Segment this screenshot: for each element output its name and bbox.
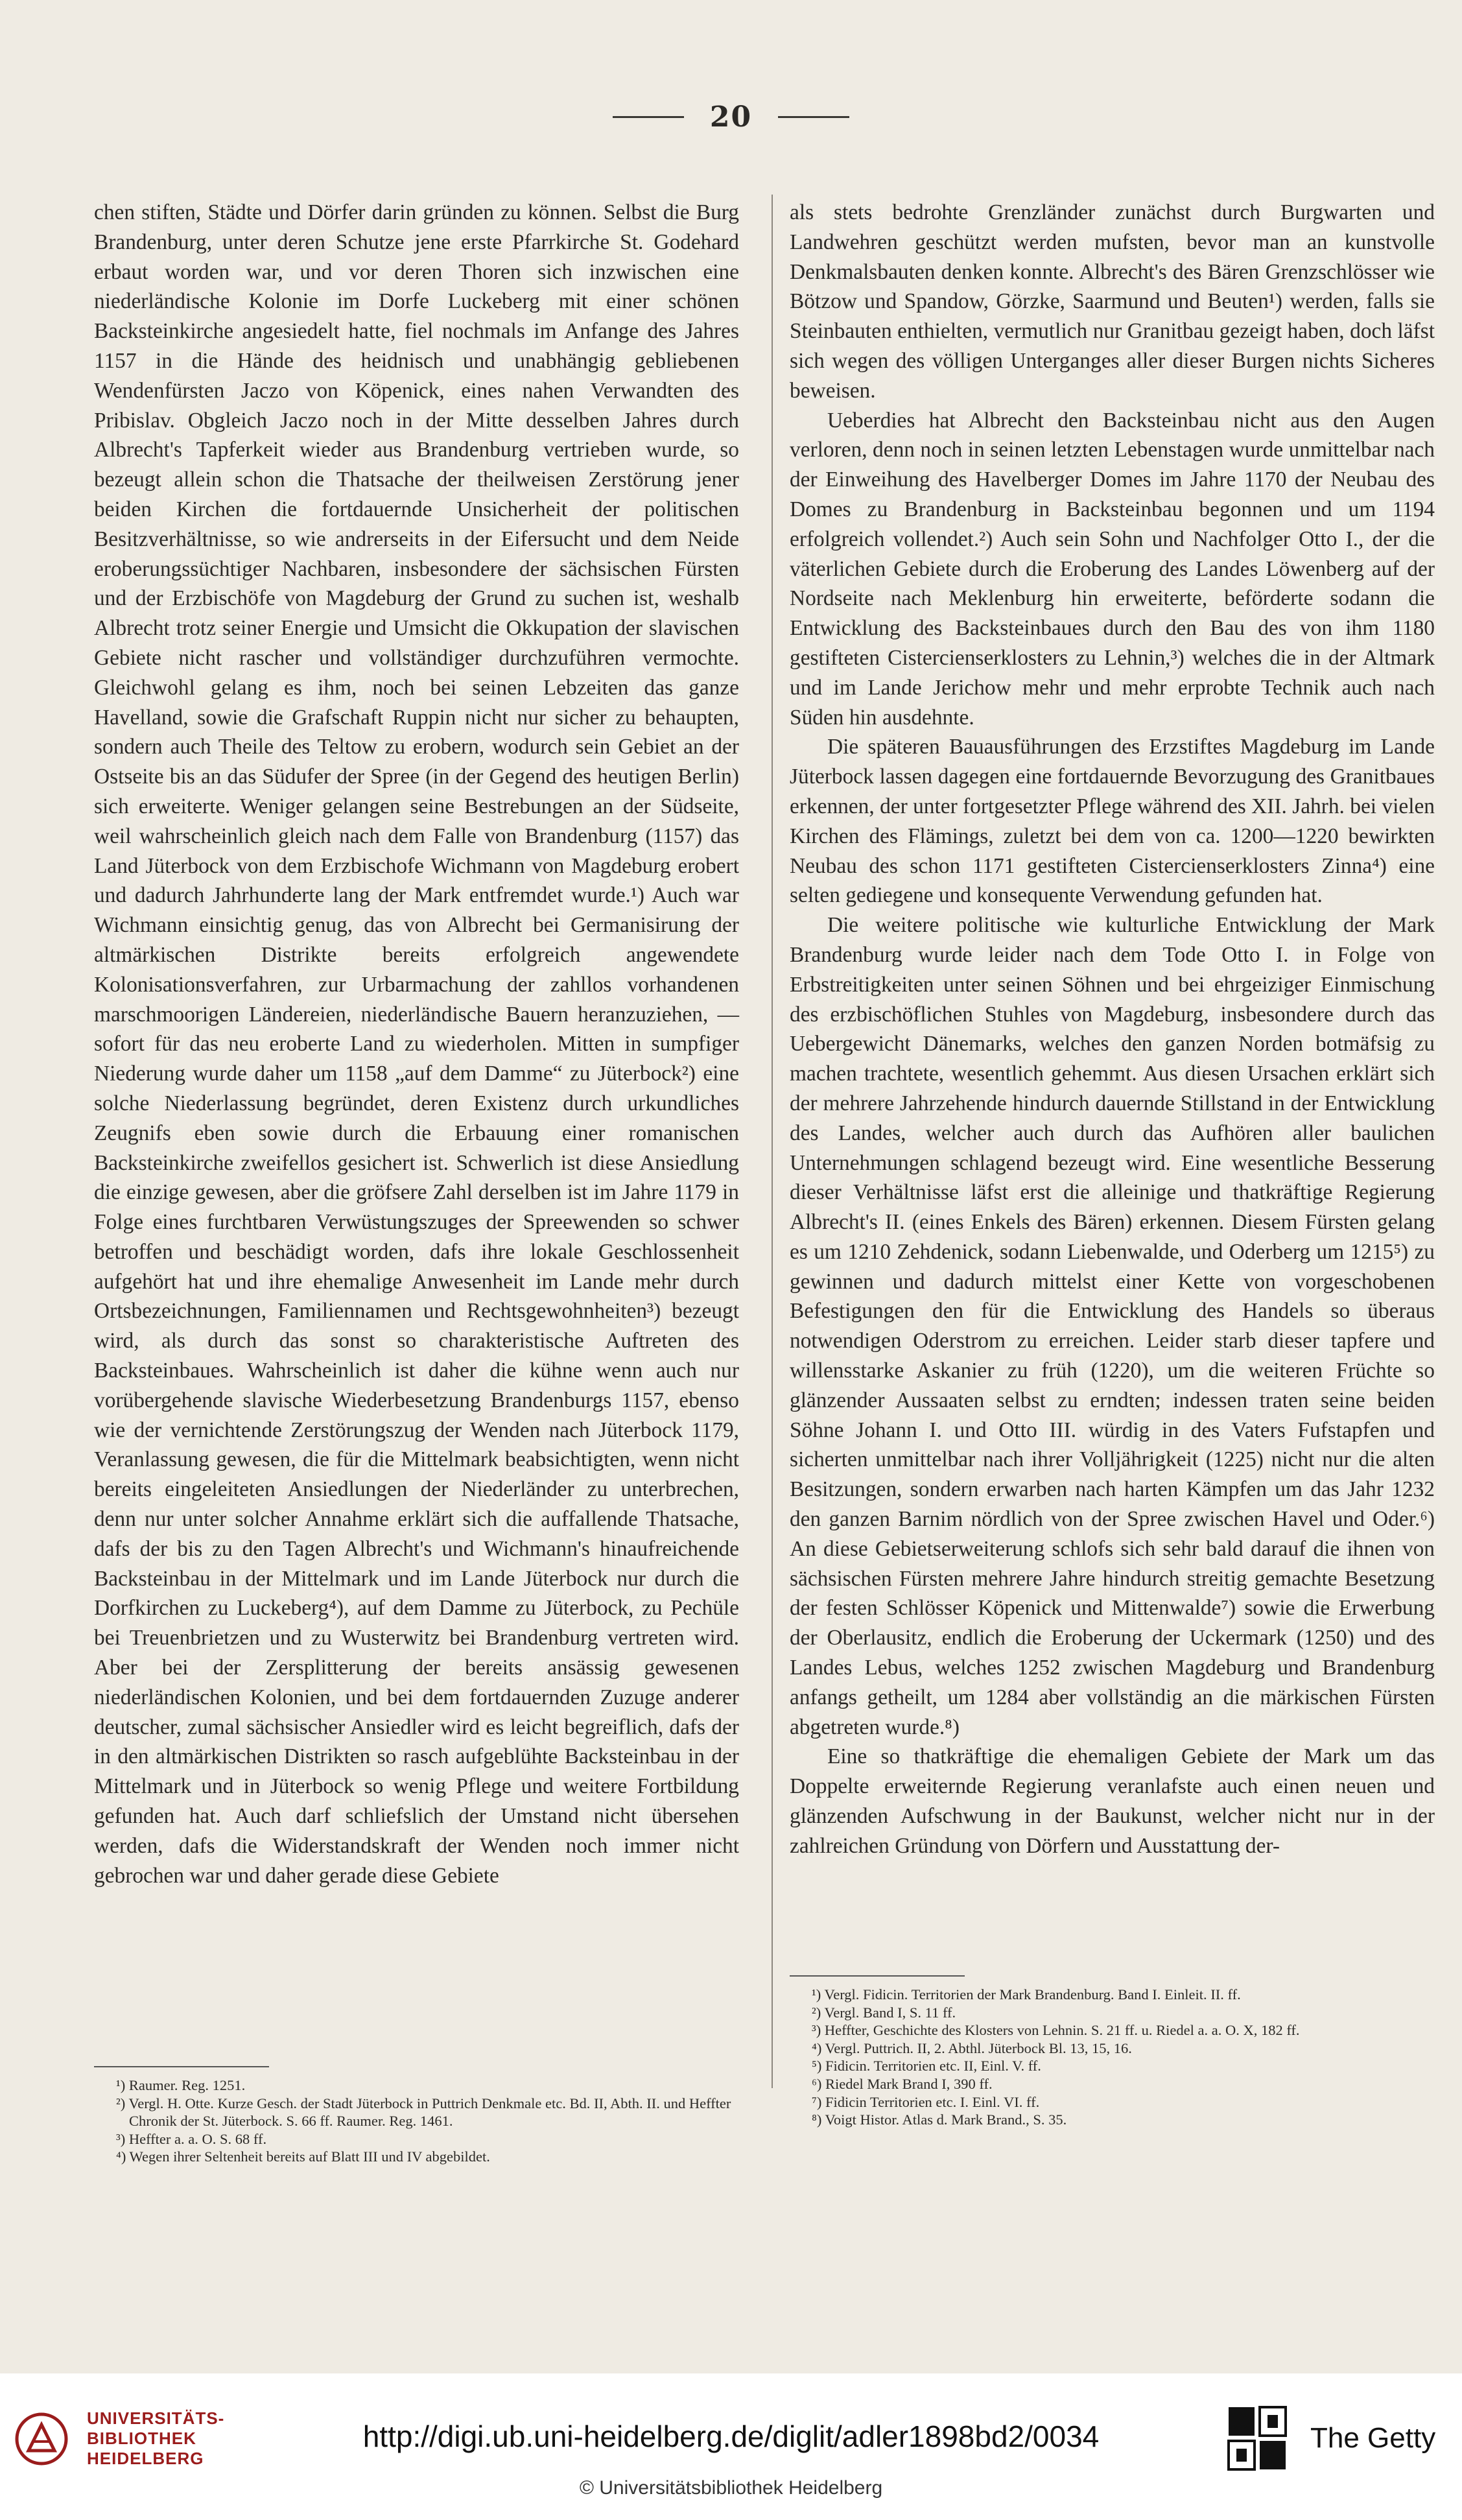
footnote-rule-right	[790, 1975, 965, 1977]
footnote-right-2: ²) Vergl. Band I, S. 11 ff.	[812, 2004, 956, 2021]
viewer-footer	[0, 2373, 1462, 2520]
footnote-right-7: ⁷) Fidicin Territorien etc. I. Einl. VI. ff.	[812, 2093, 1040, 2110]
footnote-left-4: ⁴) Wegen ihrer Seltenheit bereits auf Blatt III und IV abgebildet.	[116, 2148, 490, 2165]
getty-emblem-icon	[1227, 2406, 1287, 2471]
footnote-right-6: ⁶) Riedel Mark Brand I, 390 ff.	[812, 2075, 993, 2092]
footnote-right-3: ³) Heffter, Geschichte des Klosters von Lehnin. S. 21 ff. u. Riedel a. a. O. X, 182 ff.	[812, 2022, 1300, 2039]
header-rule-left	[613, 116, 684, 118]
library-logo-line-3: HEIDELBERG	[87, 2449, 204, 2468]
footnotes-left	[94, 2076, 739, 2166]
right-text-column	[790, 198, 1435, 1861]
getty-label: The Getty	[1310, 2422, 1436, 2454]
footnote-right-5: ⁵) Fidicin. Territorien etc. II, Einl. V. ff.	[812, 2058, 1041, 2074]
library-logo-line-1: UNIVERSITÄTS-	[87, 2408, 225, 2428]
right-paragraph-4: Die weitere politische wie kulturliche Entwicklung der Mark Brandenburg wurde leider nach dem Tode Otto I. in Folge von Erbstreitigkeiten unter seinen Söhnen und bei ehrgeiziger Einmischung des erzbischöflichen Stuhles von Magdeburg, insbesondere durch das Uebergewicht Dänemarks, welches den ganzen Norden botmäfsig zu machen trachtete, wesentlich gehemmt. Aus diesen Ursachen erklärt sich der mehrere Jahrzehende hindurch dauernde Stillstand in der Entwicklung des Landes, welcher auch durch das Aufhören aller baulichen Unternehmungen schlagend bezeugt wird. Eine wesentliche Besserung dieser Verhältnisse läfst erst die alleinige und thatkräftige Regierung Albrecht's II. (eines Enkels des Bären) erkennen. Diesem Fürsten gelang es um 1210 Zehdenick, sodann Liebenwalde, und Oderberg um 1215⁵) zu gewinnen und dadurch mittelst einer Kette von vorgeschobenen Befestigungen den für die Entwicklung des Handels so überaus notwendigen Oderstrom zu erreichen. Leider starb dieser tapfere und willensstarke Askanier zu früh (1220), um die weiteren Früchte so glänzender Aussaaten selbst zu erndten; indessen traten seine beiden Söhne Johann I. und Otto III. würdig in des Vaters Fufstapfen und sicherten unmittelbar nach ihrer Volljährigkeit (1225) nicht nur die alten Besitzungen, sondern erwarben nach harten Kämpfen um das Jahr 1232 den ganzen Barnim nördlich von der Spree zwischen Havel und Oder.⁶) An diese Gebietserweiterung schlofs sich sehr bald darauf die ihnen von sächsischen Fürsten mehrere Jahre hindurch streitig gemachte Besetzung der festen Schlösser Köpenick und Mittenwalde⁷) sowie die Erwerbung der Oberlausitz, endlich die Eroberung der Uckermark (1250) und des Landes Lebus, welches 1252 zwischen Magdeburg und Brandenburg anfangs getheilt, um 1284 aber vollständig an die märkischen Fürsten abgetreten wurde.⁸)	[790, 913, 1435, 1739]
footnote-left-2: ²) Vergl. H. Otte. Kurze Gesch. der Stadt Jüterbock in Puttrich Denkmale etc. Bd. II, Abth. II. und Heffter Chronik der St. Jüterbock. S. 66 ff. Raumer. Reg. 1461.	[116, 2095, 731, 2130]
copyright-notice: © Universitätsbibliothek Heidelberg	[579, 2477, 883, 2499]
footnote-rule-left	[94, 2066, 269, 2067]
footnote-right-8: ⁸) Voigt Histor. Atlas d. Mark Brand., S. 35.	[812, 2111, 1067, 2128]
page-header	[0, 101, 1462, 134]
footnote-right-4: ⁴) Vergl. Puttrich. II, 2. Abthl. Jüterbock Bl. 13, 15, 16.	[812, 2039, 1132, 2056]
footnote-left-1: ¹) Raumer. Reg. 1251.	[116, 2077, 246, 2093]
left-text-column	[94, 198, 739, 1890]
footnote-left-3: ³) Heffter a. a. O. S. 68 ff.	[116, 2130, 267, 2147]
footnotes-right	[790, 1986, 1435, 2129]
left-paragraph-1: chen stiften, Städte und Dörfer darin gründen zu können. Selbst die Burg Brandenburg, unter deren Schutze jene erste Pfarrkirche St. Godehard erbaut worden war, und vor deren Thoren sich inzwischen eine niederländische Kolonie im Dorfe Luckeberg mit einer schönen Backsteinkirche angesiedelt hatte, fiel nochmals im Anfange des Jahres 1157 in die Hände des heidnisch und unabhängig gebliebenen Wendenfürsten Jaczo von Köpenick, eines nahen Verwandten des Pribislav. Obgleich Jaczo noch in der Mitte desselben Jahres durch Albrecht's Tapferkeit wieder aus Brandenburg vertrieben wurde, so bezeugt allein schon die Thatsache der theilweisen Zerstörung jener beiden Kirchen die fortdauernde Unsicherheit der politischen Besitzverhältnisse, so wie andrerseits in der Eifersucht und dem Neide eroberungssüchtiger Nachbaren, insbesondere der sächsischen Fürsten und der Erzbischöfe von Magdeburg der Grund zu suchen ist, weshalb Albrecht trotz seiner Energie und Umsicht die Okkupation der slavischen Gebiete nicht rascher und vollständiger durchzuführen vermochte. Gleichwohl gelang es ihm, noch bei seinen Lebzeiten das ganze Havelland, sowie die Grafschaft Ruppin nicht nur sicher zu behaupten, sondern auch Theile des Teltow zu erobern, wodurch sein Gebiet an der Ostseite bis an das Südufer der Spree (in der Gegend des heutigen Berlin) sich erweiterte. Weniger gelangen seine Bestrebungen an der Südseite, weil wahrscheinlich gleich nach dem Falle von Brandenburg (1157) das Land Jüterbock von dem Erzbischofe Wichmann von Magdeburg erobert und dadurch Jahrhunderte lang der Mark entfremdet wurde.¹) Auch war Wichmann einsichtig genug, das von Albrecht bei Germanisirung der altmärkischen Distrikte bereits erfolgreich angewendete Kolonisationsverfahren, zur Urbarmachung der zahllos vorhandenen marschmoorigen Ländereien, niederländische Bauern heranzuziehen, — sofort für das neu eroberte Land zu wiederholen. Mitten in sumpfiger Niederung wurde daher um 1158 „auf dem Damme“ zu Jüterbock²) eine solche Niederlassung begründet, deren Existenz durch urkundliches Zeugnifs eben sowie durch die Erbauung einer romanischen Backsteinkirche zweifellos gesichert ist. Schwerlich ist diese Ansiedlung die einzige gewesen, aber die gröfsere Zahl derselben ist im Jahre 1179 in Folge eines furchtbaren Verwüstungszuges der Spreewenden so schwer betroffen und beschädigt worden, dafs ihre lokale Geschlossenheit aufgehört hat und ihre ehemalige Anwesenheit im Lande mehr durch Ortsbezeichnungen, Familiennamen und Rechtsgewohnheiten³) bezeugt wird, als durch das sonst so charakteristische Auftreten des Backsteinbaues. Wahrscheinlich ist daher die kühne wenn auch nur vorübergehende slavische Wiederbesetzung Brandenburgs 1157, ebenso wie der vernichtende Zerstörungszug der Wenden nach Jüterbock 1179, Veranlassung gewesen, die für die Mittelmark beabsichtigten, wenn nicht bereits eingeleiteten Ansiedlungen der Niederländer zu unterbrechen, denn nur unter solcher Annahme erklärt sich die auffallende Thatsache, dafs der bis zu den Tagen Albrecht's und Wichmann's hinaufreichende Backsteinbau in der Mittelmark und im Lande Jüterbock nur durch die Dorfkirchen zu Luckeberg⁴), auf dem Damme zu Jüterbock, zu Pechüle bei Treuenbrietzen und zu Wusterwitz bei Brandenburg vertreten wird. Aber bei der Zersplitterung der bereits ansässig gewesenen niederländischen Kolonien, und bei dem fortdauernden Zuzuge anderer deutscher, zumal sächsischer Ansiedler wird es leicht begreiflich, dafs der in den altmärkischen Distrikten so rasch aufgeblühte Backsteinbau in der Mittelmark und in Jüterbock so wenig Pflege und weitere Fortbildung gefunden hat. Auch darf schliefslich der Umstand nicht übersehen werden, dafs die Widerstandskraft der Wenden noch immer nicht gebrochen war und daher gerade diese Gebiete	[94, 200, 739, 1888]
header-rule-right	[778, 116, 849, 118]
page-number: 20	[709, 101, 753, 134]
right-paragraph-1: als stets bedrohte Grenzländer zunächst durch Burgwarten und Landwehren geschützt werden mufsten, bevor man an kunstvolle Denkmalsbauten denken konnte. Albrecht's des Bären Grenzschlösser wie Bötzow und Spandow, Görzke, Saarmund und Beuten¹) werden, falls sie Steinbauten enthielten, vermutlich nur Granitbau gezeigt haben, doch läfst sich wegen des völligen Unterganges aller dieser Burgen nichts Sicheres beweisen.	[790, 200, 1435, 403]
library-logo-line-2: BIBLIOTHEK	[87, 2429, 196, 2448]
right-paragraph-5: Eine so thatkräftige die ehemaligen Gebiete der Mark um das Doppelte erweiternde Regierung veranlafste auch einen neuen und glänzenden Aufschwung in der Baukunst, welcher nicht nur in der zahlreichen Gründung von Dörfern und Ausstattung der-	[790, 1744, 1435, 1858]
permalink[interactable]: http://digi.ub.uni-heidelberg.de/diglit/adler1898bd2/0034	[362, 2419, 1100, 2453]
footnote-right-1: ¹) Vergl. Fidicin. Territorien der Mark Brandenburg. Band I. Einleit. II. ff.	[812, 1986, 1241, 2003]
column-divider	[772, 195, 773, 2088]
right-paragraph-2: Ueberdies hat Albrecht den Backsteinbau nicht aus den Augen verloren, denn noch in seinen letzten Lebenstagen wurde unmittelbar nach der Einweihung des Havelberger Domes im Jahre 1170 der Neubau des Domes zu Brandenburg in Backsteinbau begonnen und um 1194 erfolgreich vollendet.²) Auch sein Sohn und Nachfolger Otto I., der die väterlichen Gebiete durch die Eroberung des Landes Löwenberg auf der Nordseite nach Meklenburg hin erweiterte, beförderte sodann die Entwicklung des Backsteinbaues durch den Bau des von ihm 1180 gestifteten Cistercienserklosters zu Lehnin,³) welches die in der Altmark und im Lande Jerichow mehr und mehr erprobte Technik auch nach Süden hin ausdehnte.	[790, 408, 1435, 730]
getty-logo[interactable]	[1227, 2406, 1435, 2471]
right-paragraph-3: Die späteren Bauausführungen des Erzstiftes Magdeburg im Lande Jüterbock lassen dagegen eine fortdauernde Bevorzugung des Granitbaues erkennen, der unter fortgesetzter Pflege während des XII. Jahrh. bei vielen Kirchen des Flämings, zuletzt bei dem von ca. 1200—1220 bewirkten Neubau des schon 1171 gestifteten Cistercienserklosters Zinna⁴) eine selten gediegene und konsequente Verwendung gefunden hat.	[790, 735, 1435, 908]
